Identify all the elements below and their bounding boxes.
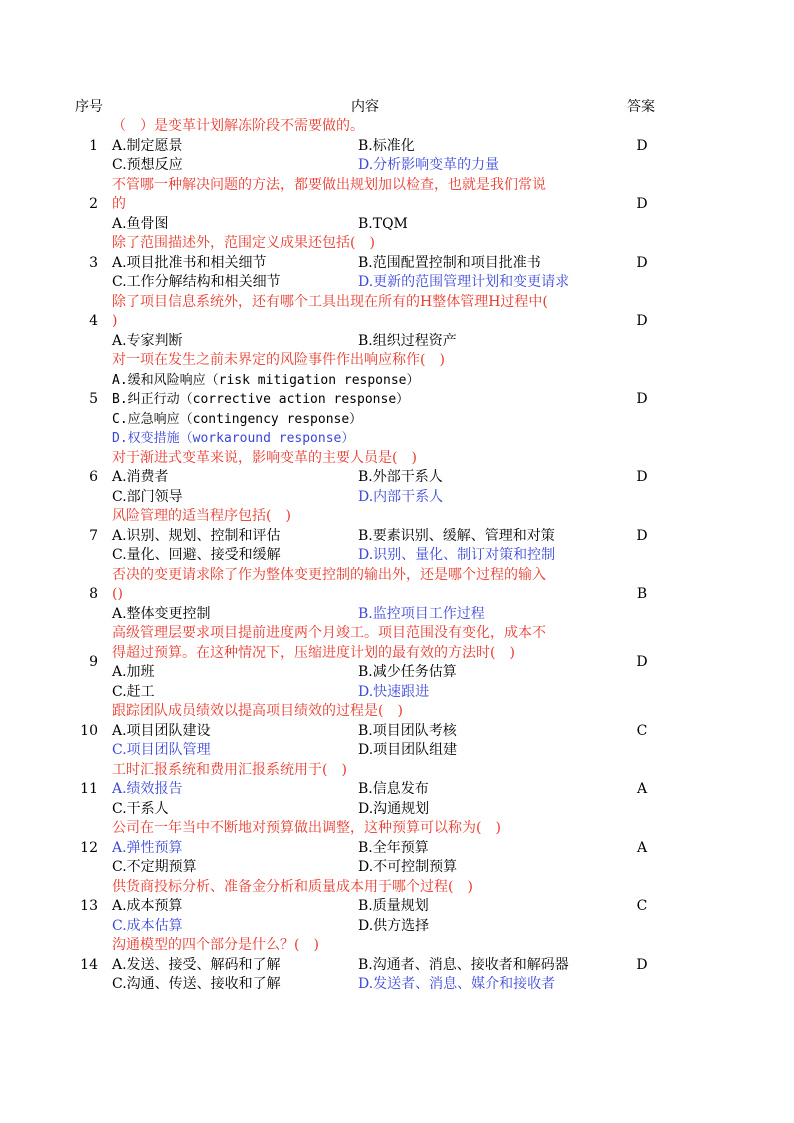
header-number: 序号 xyxy=(75,99,103,115)
question-stem: 跟踪团队成员绩效以提高项目绩效的过程是( ) xyxy=(112,703,403,719)
option-d: D.快速跟进 xyxy=(358,683,430,700)
option-a: A.消费者 xyxy=(112,469,169,485)
option-d: D.供方选择 xyxy=(358,917,430,934)
option-d: D.更新的范围管理计划和变更请求 xyxy=(358,274,570,290)
question-row xyxy=(0,117,794,176)
question-row xyxy=(0,878,794,937)
option-c: C.成本估算 xyxy=(112,917,183,934)
option-b: B.纠正行动（corrective action response） xyxy=(112,392,410,407)
option-a: A.识别、规划、控制和评估 xyxy=(112,527,281,544)
question-stem: 除了项目信息系统外，还有哪个工具出现在所有的H整体管理H过程中( xyxy=(112,293,548,310)
question-number: 6 xyxy=(89,469,98,485)
option-a: A.制定愿景 xyxy=(112,137,183,154)
option-b: B.项目团队考核 xyxy=(358,722,457,739)
option-b: B.监控项目工作过程 xyxy=(358,605,485,622)
option-d: D.识别、量化、制订对策和控制 xyxy=(358,547,556,563)
question-stem: 供货商投标分析、准备金分析和质量成本用于哪个过程( ) xyxy=(112,878,473,895)
question-answer: C xyxy=(636,898,648,914)
question-answer: D xyxy=(636,391,648,407)
option-b: B.全年预算 xyxy=(358,839,429,856)
option-b: B.信息发布 xyxy=(358,781,429,797)
question-answer: B xyxy=(636,586,648,602)
question-stem: （ ）是变革计划解冻阶段不需要做的。 xyxy=(112,118,364,134)
option-b: B.范围配置控制和项目批准书 xyxy=(358,254,541,271)
question-stem: 除了范围描述外，范围定义成果还包括( ) xyxy=(112,235,375,251)
option-d: D.内部干系人 xyxy=(358,488,444,505)
question-row xyxy=(0,449,794,508)
question-stem: 不管哪一种解决问题的方法，都要做出规划加以检查，也就是我们常说 xyxy=(112,176,546,193)
option-b: B.组织过程资产 xyxy=(358,332,457,349)
question-stem: 风险管理的适当程序包括( ) xyxy=(112,508,291,524)
question-stem: 对一项在发生之前未界定的风险事件作出响应称作( ) xyxy=(112,352,445,368)
option-c: C.工作分解结构和相关细节 xyxy=(112,274,281,290)
option-c: C.不定期预算 xyxy=(112,859,197,875)
option-b: B.减少任务估算 xyxy=(358,664,457,680)
option-d: D.权变措施（workaround response） xyxy=(112,431,355,446)
option-c: C.沟通、传送、接收和了解 xyxy=(112,976,281,992)
question-row xyxy=(0,936,794,995)
question-row xyxy=(0,351,794,449)
option-b: B.外部干系人 xyxy=(358,469,443,485)
option-d: D.发送者、消息、媒介和接收者 xyxy=(358,976,556,992)
option-a: A.缓和风险响应（risk mitigation response） xyxy=(112,372,420,388)
question-stem: () xyxy=(112,586,123,602)
question-list xyxy=(0,117,794,995)
option-d: D.沟通规划 xyxy=(358,800,430,817)
question-number: 4 xyxy=(89,313,98,329)
question-answer: D xyxy=(636,956,648,973)
option-d: D.不可控制预算 xyxy=(358,859,458,875)
option-a: A.成本预算 xyxy=(112,898,183,914)
option-a: A.加班 xyxy=(112,664,155,680)
option-a: A.项目批准书和相关细节 xyxy=(112,254,267,271)
question-stem: 对于渐进式变革来说，影响变革的主要人员是( ) xyxy=(112,449,417,466)
question-answer: A xyxy=(636,781,648,797)
question-answer: D xyxy=(636,196,648,212)
question-stem: 高级管理层要求项目提前进度两个月竣工。项目范围没有变化，成本不 xyxy=(112,625,546,641)
question-number: 7 xyxy=(89,527,98,544)
option-b: B.标准化 xyxy=(358,137,415,154)
question-number: 2 xyxy=(89,196,98,212)
option-c: C.赶工 xyxy=(112,683,155,700)
question-stem: 沟通模型的四个部分是什么？( ) xyxy=(112,937,319,953)
question-number: 10 xyxy=(80,722,98,739)
question-number: 1 xyxy=(89,137,98,154)
question-row xyxy=(0,293,794,352)
header-answer: 答案 xyxy=(627,99,655,115)
question-answer: C xyxy=(636,722,648,739)
question-row xyxy=(0,624,794,702)
question-number: 8 xyxy=(89,586,98,602)
question-stem: ) xyxy=(112,313,118,329)
option-a: A.整体变更控制 xyxy=(112,605,211,622)
question-answer: D xyxy=(636,527,648,544)
option-c: C.部门领导 xyxy=(112,488,183,505)
question-row xyxy=(0,234,794,293)
option-d: D.分析影响变革的力量 xyxy=(358,157,500,173)
option-c: C.项目团队管理 xyxy=(112,742,211,758)
option-c: C.预想反应 xyxy=(112,157,183,173)
question-stem: 的 xyxy=(112,196,126,212)
option-b: B.要素识别、缓解、管理和对策 xyxy=(358,527,555,544)
header-content: 内容 xyxy=(351,99,379,115)
question-stem: 否决的变更请求除了作为整体变更控制的输出外，还是哪个过程的输入 xyxy=(112,566,546,583)
question-row xyxy=(0,176,794,235)
question-answer: D xyxy=(636,313,648,329)
question-row xyxy=(0,761,794,820)
option-d: D.项目团队组建 xyxy=(358,742,458,758)
question-row xyxy=(0,507,794,566)
question-row xyxy=(0,702,794,761)
question-answer: D xyxy=(636,137,648,154)
question-stem: 公司在一年当中不断地对预算做出调整，这种预算可以称为( ) xyxy=(112,820,501,836)
question-answer: A xyxy=(636,839,648,856)
option-a: A.发送、接受、解码和了解 xyxy=(112,956,281,973)
option-a: A.弹性预算 xyxy=(112,839,183,856)
question-row xyxy=(0,819,794,878)
question-number: 9 xyxy=(89,654,98,671)
question-answer: D xyxy=(636,654,648,671)
question-number: 3 xyxy=(89,254,98,271)
question-stem: 得超过预算。在这种情况下，压缩进度计划的最有效的方法时( ) xyxy=(112,644,515,661)
question-stem: 工时汇报系统和费用汇报系统用于( ) xyxy=(112,761,347,778)
question-number: 14 xyxy=(80,956,98,973)
question-number: 5 xyxy=(89,391,98,407)
option-a: A.项目团队建设 xyxy=(112,722,211,739)
question-number: 13 xyxy=(80,898,98,914)
question-answer: D xyxy=(636,469,648,485)
option-b: B.TQM xyxy=(358,215,408,232)
table-header xyxy=(0,97,794,117)
option-a: A.鱼骨图 xyxy=(112,215,169,232)
question-row xyxy=(0,566,794,625)
question-number: 12 xyxy=(80,839,98,856)
option-c: C.干系人 xyxy=(112,800,169,817)
option-b: B.沟通者、消息、接收者和解码器 xyxy=(358,956,569,973)
option-c: C.量化、回避、接受和缓解 xyxy=(112,547,281,563)
question-answer: D xyxy=(636,254,648,271)
question-number: 11 xyxy=(80,781,98,797)
option-b: B.质量规划 xyxy=(358,898,429,914)
option-a: A.绩效报告 xyxy=(112,781,183,797)
option-c: C.应急响应（contingency response） xyxy=(112,411,363,427)
option-a: A.专家判断 xyxy=(112,332,183,349)
